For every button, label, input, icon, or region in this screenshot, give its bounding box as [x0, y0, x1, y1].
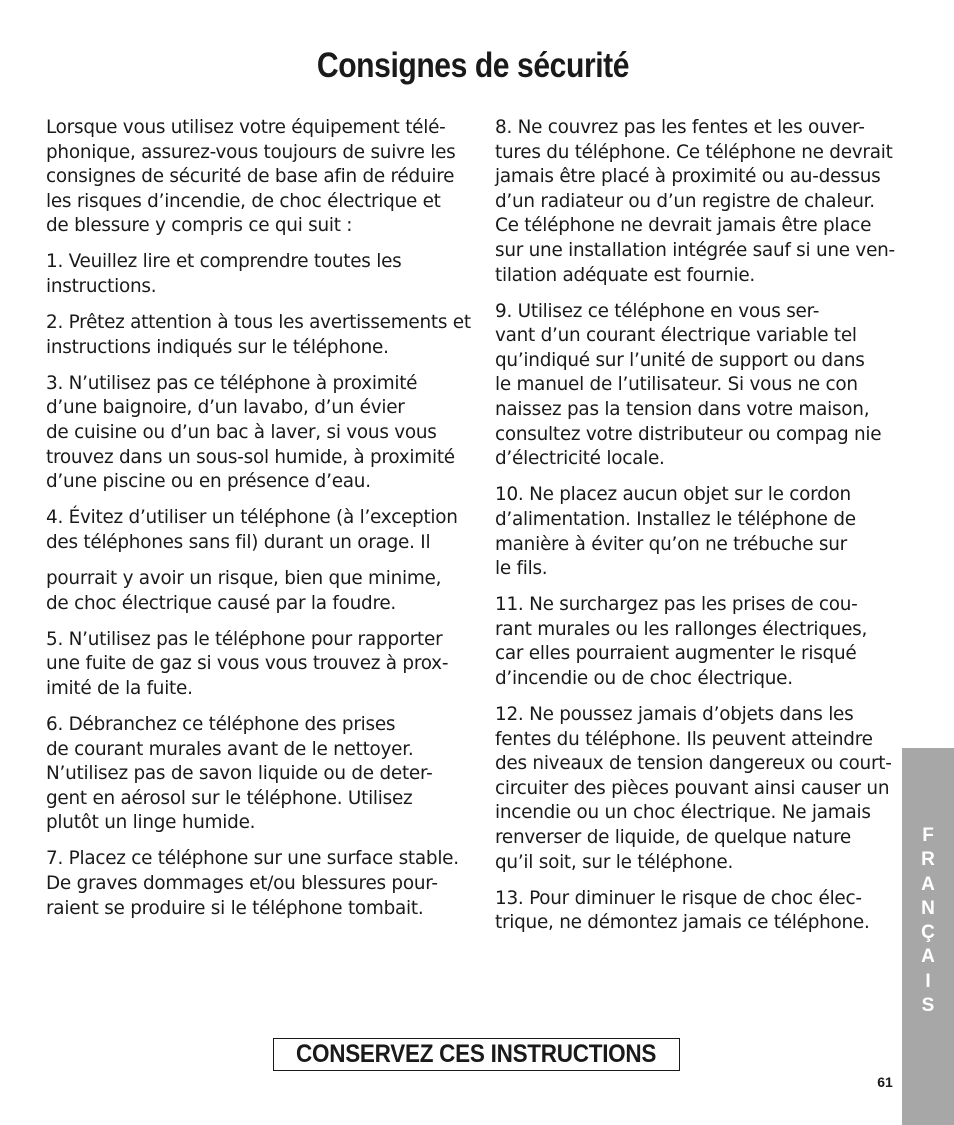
- text-line: incendie ou un choc électrique. Ne jamais: [495, 802, 871, 824]
- right-column: [495, 116, 895, 947]
- text-line: imité de la fuite.: [46, 677, 193, 699]
- text-line: de courant murales avant de le nettoyer.: [46, 738, 414, 760]
- language-tab-letter: A: [921, 946, 935, 968]
- text-line: phonique, assurez-vous toujours de suivre les: [46, 141, 456, 163]
- text-line: pourrait y avoir un risque, bien que minime,: [46, 568, 442, 589]
- language-tab-letter: S: [921, 995, 935, 1017]
- text-line: le manuel de l’utilisateur. Si vous ne con: [495, 374, 858, 396]
- text-line: trique, ne démontez jamais ce téléphone.: [495, 912, 870, 934]
- text-line: trouvez dans un sous-sol humide, à proximité: [46, 446, 455, 468]
- page-title: Consignes de sécurité: [316, 46, 630, 85]
- text-line: 1. Veuillez lire et comprendre toutes les: [46, 251, 402, 273]
- safety-item-1: [46, 250, 470, 299]
- text-line: 6. Débranchez ce téléphone des prises: [46, 713, 396, 735]
- text-line: le fils.: [495, 558, 548, 580]
- safety-item-10: [495, 483, 895, 581]
- text-line: raient se produire si le téléphone tombait.: [46, 897, 424, 919]
- text-line: d’incendie ou de choc électrique.: [495, 667, 793, 689]
- safety-item-8: [495, 116, 895, 288]
- text-line: de cuisine ou d’un bac à laver, si vous vous: [46, 422, 437, 444]
- text-line: renverser de liquide, de quelque nature: [495, 827, 851, 849]
- safety-item-11: [495, 593, 895, 691]
- text-line: 5. N’utilisez pas le téléphone pour rapporter: [46, 628, 443, 650]
- language-tab-letters: [902, 824, 954, 1018]
- page-number: 61: [877, 1074, 893, 1090]
- left-column: [46, 116, 470, 933]
- text-line: 7. Placez ce téléphone sur une surface stable.: [46, 848, 459, 870]
- language-tab: [902, 748, 954, 1125]
- text-line: d’une baignoire, d’un lavabo, d’un évier: [46, 397, 405, 419]
- text-line: 12. Ne poussez jamais d’objets dans les: [495, 704, 854, 726]
- text-line: N’utilisez pas de savon liquide ou de deter-: [46, 763, 433, 785]
- text-line: rant murales ou les rallonges électriques,: [495, 618, 868, 640]
- text-line: d’une piscine ou en présence d’eau.: [46, 471, 371, 493]
- text-line: 9. Utilisez ce téléphone en vous ser-: [495, 300, 820, 322]
- text-line: des niveaux de tension dangereux ou court-: [495, 753, 892, 775]
- text-line: Ce téléphone ne devrait jamais être place: [495, 215, 872, 237]
- text-line: fentes du téléphone. Ils peuvent atteindre: [495, 728, 873, 750]
- text-line: circuiter des pièces pouvant ainsi causer un: [495, 777, 890, 799]
- language-tab-letter: F: [922, 825, 934, 846]
- text-line: vant d’un courant électrique variable tel: [495, 325, 857, 347]
- safety-item-6: [46, 713, 470, 836]
- text-line: manière à éviter qu’on ne trébuche sur: [495, 533, 847, 555]
- text-line: d’alimentation. Installez le téléphone de: [495, 508, 856, 530]
- text-line: plutôt un linge humide.: [46, 812, 256, 834]
- text-line: 10. Ne placez aucun objet sur le cordon: [495, 484, 851, 506]
- safety-item-9: [495, 300, 895, 472]
- text-line: consultez votre distributeur ou compag nie: [495, 423, 882, 445]
- intro-paragraph: [46, 116, 470, 239]
- text-line: 11. Ne surchargez pas les prises de cou-: [495, 594, 858, 616]
- safety-item-13: [495, 887, 895, 936]
- safety-item-2: [46, 311, 470, 360]
- text-line: Lorsque vous utilisez votre équipement télé-: [46, 117, 446, 138]
- text-line: 8. Ne couvrez pas les fentes et les ouver-: [495, 117, 865, 138]
- language-tab-letter: R: [921, 849, 935, 871]
- text-line: de choc électrique causé par la foudre.: [46, 592, 397, 614]
- text-line: une fuite de gaz si vous vous trouvez à prox-: [46, 653, 449, 675]
- language-tab-letter: A: [921, 873, 935, 895]
- text-line: les risques d’incendie, de choc électrique et: [46, 190, 441, 212]
- safety-item-4: [46, 506, 470, 555]
- text-line: jamais être placé à proximité ou au-dessus: [495, 166, 881, 188]
- text-line: qu’il soit, sur le téléphone.: [495, 851, 734, 873]
- language-tab-letter: N: [921, 897, 935, 919]
- safety-item-7: [46, 847, 470, 921]
- safety-item-3: [46, 372, 470, 495]
- text-line: de blessure y compris ce qui suit :: [46, 215, 353, 237]
- text-line: De graves dommages et/ou blessures pour-: [46, 873, 438, 895]
- safety-item-12: [495, 703, 895, 875]
- text-line: des téléphones sans fil) durant un orage. Il: [46, 531, 431, 553]
- safety-item-4-continued: [46, 567, 470, 616]
- text-line: tures du téléphone. Ce téléphone ne devrait: [495, 141, 893, 163]
- language-tab-letter: I: [925, 970, 931, 992]
- text-line: 3. N’utilisez pas ce téléphone à proximité: [46, 372, 418, 394]
- text-line: gent en aérosol sur le téléphone. Utilisez: [46, 787, 413, 809]
- text-line: instructions indiqués sur le téléphone.: [46, 336, 389, 358]
- text-line: naissez pas la tension dans votre maison,: [495, 399, 870, 421]
- text-line: d’électricité locale.: [495, 448, 665, 470]
- text-line: instructions.: [46, 276, 157, 298]
- text-line: d’un radiateur ou d’un registre de chaleur.: [495, 190, 875, 212]
- save-instructions-label: CONSERVEZ CES INSTRUCTIONS: [296, 1040, 657, 1068]
- save-instructions-box: [273, 1038, 680, 1071]
- text-line: 13. Pour diminuer le risque de choc élec-: [495, 887, 862, 909]
- text-line: 2. Prêtez attention à tous les avertissements et: [46, 312, 471, 334]
- safety-item-5: [46, 628, 470, 702]
- text-line: sur une installation intégrée sauf si une ven-: [495, 239, 895, 261]
- text-line: tilation adéquate est fournie.: [495, 264, 755, 286]
- text-line: qu’indiqué sur l’unité de support ou dans: [495, 349, 865, 371]
- text-line: car elles pourraient augmenter le risqué: [495, 643, 857, 665]
- text-line: consignes de sécurité de base afin de réduire: [46, 166, 455, 188]
- language-tab-letter: Ç: [921, 922, 935, 944]
- text-line: 4. Évitez d’utiliser un téléphone (à l’exception: [46, 507, 458, 529]
